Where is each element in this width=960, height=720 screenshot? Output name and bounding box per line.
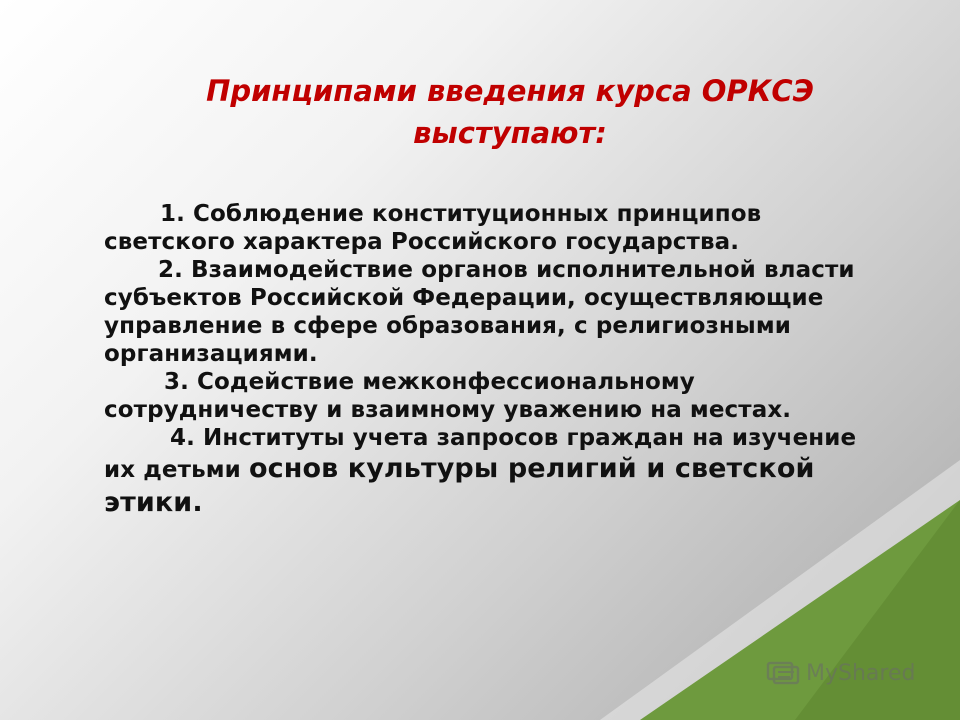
principle-3: 3. Содействие межконфессиональному сотрудничеству и взаимному уважению на местах. bbox=[104, 369, 792, 423]
principle-4-part-2: основ культуры религий и светской этики. bbox=[104, 453, 815, 518]
principle-2: 2. Взаимодействие органов исполнительной власти субъектов Российской Федерации, осуществляющие управление в сфере образования, с религиозными организациями. bbox=[104, 257, 855, 367]
title-line-2: выступают: bbox=[413, 116, 607, 150]
principle-4-part-1: 4. Институты учета запросов граждан на изучение их детьми bbox=[104, 425, 857, 483]
watermark-text: MyShared bbox=[806, 660, 916, 686]
principles-list bbox=[104, 200, 894, 520]
slide-title bbox=[110, 70, 910, 154]
myshared-logo-icon bbox=[766, 660, 800, 686]
watermark bbox=[766, 660, 915, 686]
title-line-1: Принципами введения курса ОРКСЭ bbox=[206, 74, 814, 108]
principle-1: 1. Соблюдение конституционных принципов светского характера Российского государства. bbox=[104, 201, 762, 255]
principle-4 bbox=[104, 424, 894, 520]
